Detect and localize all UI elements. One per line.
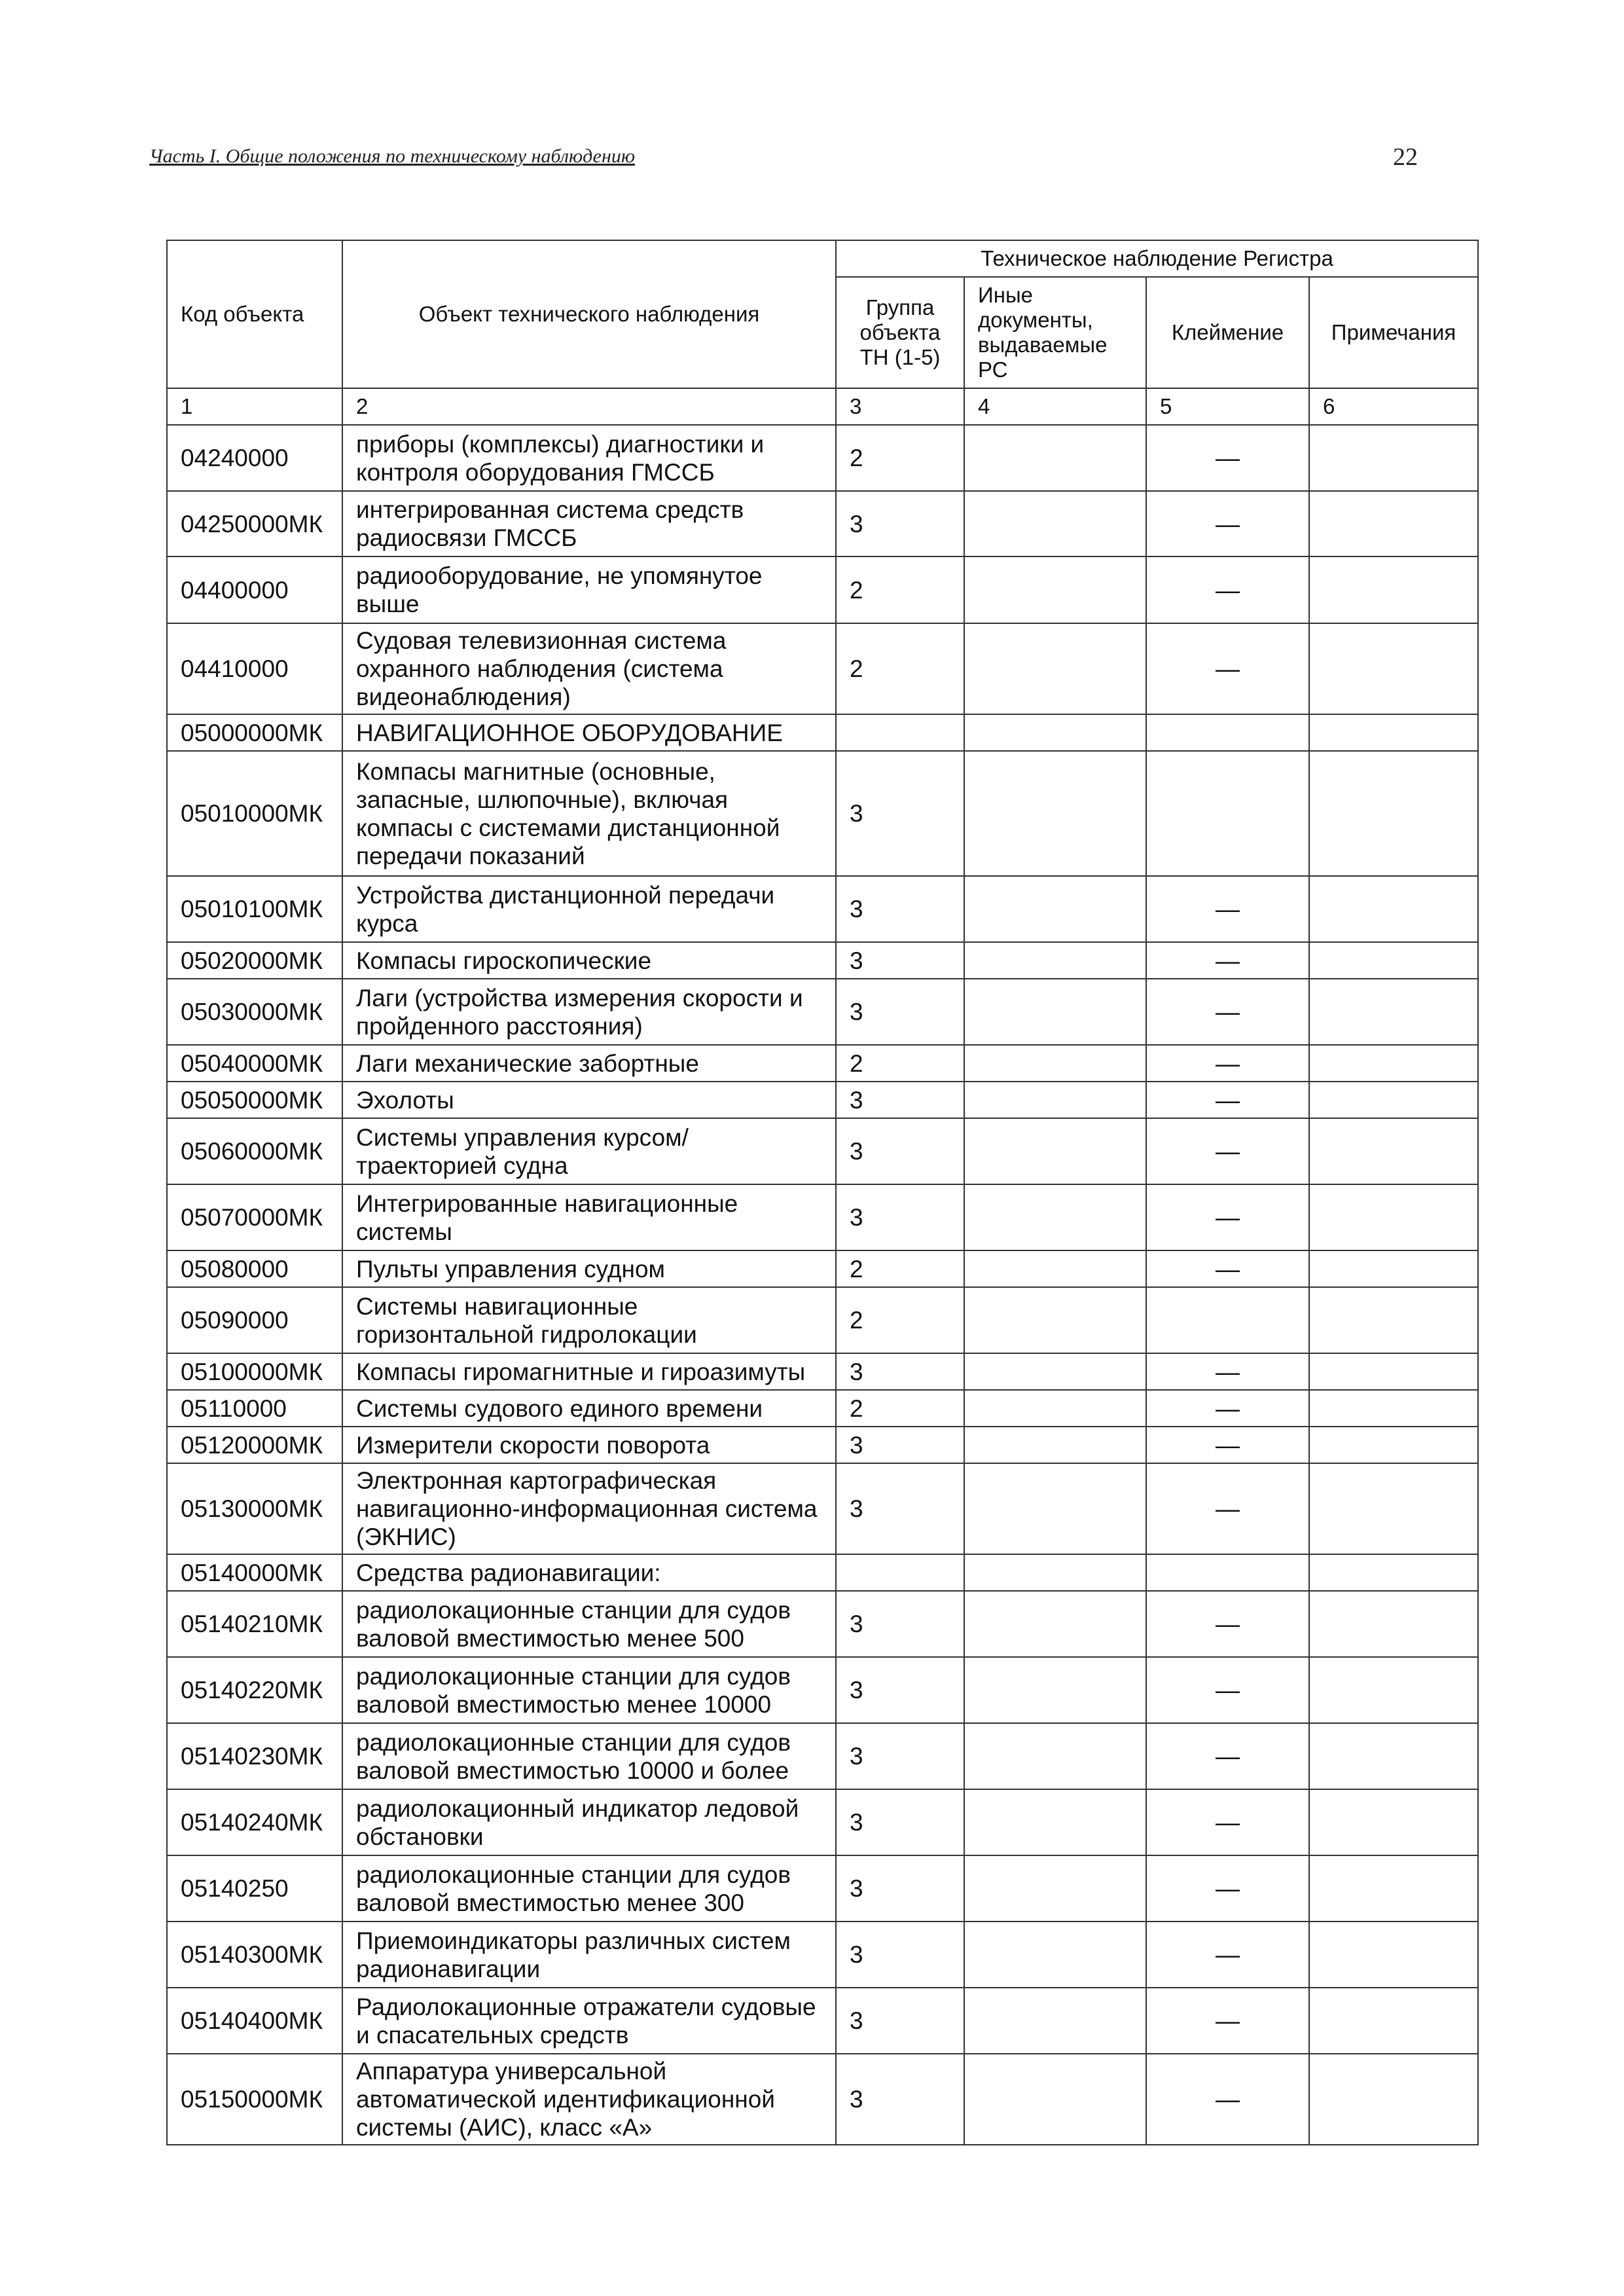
stamping-cell: — (1146, 979, 1309, 1045)
stamping-cell: — (1146, 1723, 1309, 1789)
stamping-cell: — (1146, 556, 1309, 623)
other-documents-cell (964, 425, 1146, 491)
column-number: 5 (1146, 388, 1309, 425)
table-row (167, 1723, 1478, 1789)
stamping-cell: — (1146, 1922, 1309, 1988)
object-code-cell: 05010000МК (167, 751, 342, 876)
table-row (167, 1922, 1478, 1988)
object-name-cell: приборы (комплексы) диагностики и контроля оборудования ГМССБ (342, 425, 836, 491)
other-documents-cell (964, 1353, 1146, 1390)
object-code-cell: 04240000 (167, 425, 342, 491)
object-code-cell: 05020000МК (167, 942, 342, 979)
table-row (167, 556, 1478, 623)
survey-group-cell: 2 (836, 1287, 964, 1353)
notes-cell (1309, 942, 1478, 979)
survey-group-cell: 3 (836, 491, 964, 556)
table-row (167, 1789, 1478, 1855)
other-documents-cell (964, 623, 1146, 714)
notes-cell (1309, 556, 1478, 623)
object-code-cell: 05000000МК (167, 714, 342, 751)
survey-group-cell: 3 (836, 751, 964, 876)
object-name-cell: радиолокационные станции для судов валовой вместимостью менее 300 (342, 1855, 836, 1922)
object-code-cell: 04400000 (167, 556, 342, 623)
stamping-cell: — (1146, 1988, 1309, 2054)
survey-group-cell: 3 (836, 1427, 964, 1463)
notes-cell (1309, 425, 1478, 491)
object-code-cell: 05040000МК (167, 1045, 342, 1082)
stamping-cell: — (1146, 1390, 1309, 1427)
table-row (167, 2054, 1478, 2145)
notes-cell (1309, 1184, 1478, 1250)
object-code-cell: 05140250 (167, 1855, 342, 1922)
other-documents-cell (964, 1082, 1146, 1118)
notes-cell (1309, 751, 1478, 876)
header-other-documents: Иные документы, выдаваемые РС (964, 277, 1146, 388)
other-documents-cell (964, 1250, 1146, 1287)
object-code-cell: 05060000МК (167, 1118, 342, 1184)
object-name-cell: Измерители скорости поворота (342, 1427, 836, 1463)
stamping-cell: — (1146, 1353, 1309, 1390)
notes-cell (1309, 1554, 1478, 1591)
stamping-cell: — (1146, 491, 1309, 556)
stamping-cell: — (1146, 1657, 1309, 1723)
table-row (167, 491, 1478, 556)
object-name-cell: радиооборудование, не упомянутое выше (342, 556, 836, 623)
table-row (167, 425, 1478, 491)
other-documents-cell (964, 1390, 1146, 1427)
table-row (167, 1184, 1478, 1250)
notes-cell (1309, 2054, 1478, 2145)
other-documents-cell (964, 1427, 1146, 1463)
object-code-cell: 05080000 (167, 1250, 342, 1287)
notes-cell (1309, 979, 1478, 1045)
object-name-cell: Пульты управления судном (342, 1250, 836, 1287)
table-row (167, 1988, 1478, 2054)
object-name-cell: Компасы магнитные (основные, запасные, шлюпочные), включая компасы с системами дистанционной передачи показаний (342, 751, 836, 876)
stamping-cell: — (1146, 1082, 1309, 1118)
notes-cell (1309, 1390, 1478, 1427)
object-name-cell: Компасы гироскопические (342, 942, 836, 979)
stamping-cell (1146, 714, 1309, 751)
header-register-survey: Техническое наблюдение Регистра (836, 240, 1478, 277)
object-name-cell: радиолокационный индикатор ледовой обстановки (342, 1789, 836, 1855)
column-number: 3 (836, 388, 964, 425)
table-row (167, 751, 1478, 876)
other-documents-cell (964, 1723, 1146, 1789)
other-documents-cell (964, 1855, 1146, 1922)
object-name-cell: радиолокационные станции для судов валовой вместимостью менее 500 (342, 1591, 836, 1657)
object-code-cell: 05030000МК (167, 979, 342, 1045)
survey-group-cell: 3 (836, 1353, 964, 1390)
table-row (167, 1250, 1478, 1287)
stamping-cell: — (1146, 425, 1309, 491)
survey-group-cell: 2 (836, 1390, 964, 1427)
stamping-cell: — (1146, 2054, 1309, 2145)
other-documents-cell (964, 491, 1146, 556)
object-code-cell: 04250000МК (167, 491, 342, 556)
survey-group-cell: 3 (836, 1591, 964, 1657)
table-row (167, 714, 1478, 751)
object-name-cell: Системы судового единого времени (342, 1390, 836, 1427)
survey-group-cell: 3 (836, 2054, 964, 2145)
object-name-cell: радиолокационные станции для судов валовой вместимостью 10000 и более (342, 1723, 836, 1789)
survey-group-cell: 3 (836, 942, 964, 979)
table-row (167, 1427, 1478, 1463)
other-documents-cell (964, 942, 1146, 979)
object-name-cell: Средства радионавигации: (342, 1554, 836, 1591)
other-documents-cell (964, 1591, 1146, 1657)
stamping-cell: — (1146, 1118, 1309, 1184)
column-number: 1 (167, 388, 342, 425)
survey-group-cell: 2 (836, 1045, 964, 1082)
notes-cell (1309, 1353, 1478, 1390)
survey-group-cell: 3 (836, 1463, 964, 1554)
header-object-code: Код объекта (167, 240, 342, 388)
object-code-cell: 05140210МК (167, 1591, 342, 1657)
object-code-cell: 05110000 (167, 1390, 342, 1427)
stamping-cell: — (1146, 942, 1309, 979)
table-row (167, 623, 1478, 714)
notes-cell (1309, 714, 1478, 751)
stamping-cell: — (1146, 1463, 1309, 1554)
object-name-cell: Устройства дистанционной передачи курса (342, 876, 836, 942)
other-documents-cell (964, 1922, 1146, 1988)
header-survey-group: Группа объекта ТН (1-5) (836, 277, 964, 388)
column-number: 4 (964, 388, 1146, 425)
stamping-cell: — (1146, 1855, 1309, 1922)
table-row (167, 1554, 1478, 1591)
table-row (167, 1390, 1478, 1427)
table-row (167, 1657, 1478, 1723)
object-code-cell: 05090000 (167, 1287, 342, 1353)
survey-group-cell: 2 (836, 623, 964, 714)
table-row (167, 942, 1478, 979)
survey-group-cell (836, 714, 964, 751)
notes-cell (1309, 1657, 1478, 1723)
notes-cell (1309, 1988, 1478, 2054)
object-name-cell: Радиолокационные отражатели судовые и спасательных средств (342, 1988, 836, 2054)
survey-group-cell: 2 (836, 425, 964, 491)
table-row (167, 1287, 1478, 1353)
survey-group-cell: 3 (836, 1789, 964, 1855)
survey-group-cell: 2 (836, 1250, 964, 1287)
header-notes: Примечания (1309, 277, 1478, 388)
object-name-cell: Судовая телевизионная система охранного наблюдения (система видеонаблюдения) (342, 623, 836, 714)
notes-cell (1309, 1250, 1478, 1287)
object-name-cell: Системы управления курсом/траекторией судна (342, 1118, 836, 1184)
running-head: Часть I. Общие положения по техническому наблюдению (149, 145, 636, 167)
table-row (167, 1045, 1478, 1082)
object-code-cell: 05140400МК (167, 1988, 342, 2054)
object-code-cell: 05140220МК (167, 1657, 342, 1723)
other-documents-cell (964, 1657, 1146, 1723)
object-code-cell: 05140000МК (167, 1554, 342, 1591)
other-documents-cell (964, 751, 1146, 876)
object-code-cell: 05070000МК (167, 1184, 342, 1250)
equipment-table (166, 240, 1479, 2145)
object-name-cell: Лаги механические забортные (342, 1045, 836, 1082)
object-name-cell: радиолокационные станции для судов валовой вместимостью менее 10000 (342, 1657, 836, 1723)
other-documents-cell (964, 876, 1146, 942)
survey-group-cell: 3 (836, 1723, 964, 1789)
object-code-cell: 05130000МК (167, 1463, 342, 1554)
page-number: 22 (1393, 143, 1418, 171)
stamping-cell (1146, 1554, 1309, 1591)
table-row (167, 1591, 1478, 1657)
object-name-cell: Интегрированные навигационные системы (342, 1184, 836, 1250)
object-code-cell: 05010100МК (167, 876, 342, 942)
other-documents-cell (964, 1045, 1146, 1082)
column-number: 6 (1309, 388, 1478, 425)
object-code-cell: 05050000МК (167, 1082, 342, 1118)
stamping-cell: — (1146, 1591, 1309, 1657)
notes-cell (1309, 1922, 1478, 1988)
stamping-cell (1146, 751, 1309, 876)
notes-cell (1309, 876, 1478, 942)
table-row (167, 1855, 1478, 1922)
object-name-cell: Эхолоты (342, 1082, 836, 1118)
other-documents-cell (964, 1988, 1146, 2054)
stamping-cell: — (1146, 1250, 1309, 1287)
object-code-cell: 05120000МК (167, 1427, 342, 1463)
stamping-cell: — (1146, 1427, 1309, 1463)
other-documents-cell (964, 714, 1146, 751)
object-name-cell: Электронная картографическая навигационно-информационная система (ЭКНИС) (342, 1463, 836, 1554)
table-row (167, 876, 1478, 942)
survey-group-cell: 3 (836, 1082, 964, 1118)
object-code-cell: 05150000МК (167, 2054, 342, 2145)
notes-cell (1309, 1118, 1478, 1184)
notes-cell (1309, 1427, 1478, 1463)
object-name-cell: Приемоиндикаторы различных систем радионавигации (342, 1922, 836, 1988)
stamping-cell: — (1146, 1184, 1309, 1250)
column-number: 2 (342, 388, 836, 425)
table-row (167, 1463, 1478, 1554)
survey-group-cell: 2 (836, 556, 964, 623)
notes-cell (1309, 1287, 1478, 1353)
table-body (167, 425, 1478, 2145)
notes-cell (1309, 1082, 1478, 1118)
object-code-cell: 05140230МК (167, 1723, 342, 1789)
survey-group-cell: 3 (836, 1988, 964, 2054)
notes-cell (1309, 1789, 1478, 1855)
header-object-name: Объект технического наблюдения (342, 240, 836, 388)
notes-cell (1309, 1463, 1478, 1554)
survey-group-cell: 3 (836, 1118, 964, 1184)
other-documents-cell (964, 1463, 1146, 1554)
survey-group-cell: 3 (836, 1855, 964, 1922)
other-documents-cell (964, 979, 1146, 1045)
survey-group-cell: 3 (836, 1184, 964, 1250)
object-name-cell: Компасы гиромагнитные и гироазимуты (342, 1353, 836, 1390)
other-documents-cell (964, 1789, 1146, 1855)
object-name-cell: НАВИГАЦИОННОЕ ОБОРУДОВАНИЕ (342, 714, 836, 751)
object-name-cell: Лаги (устройства измерения скорости и пройденного расстояния) (342, 979, 836, 1045)
survey-group-cell: 3 (836, 876, 964, 942)
stamping-cell: — (1146, 623, 1309, 714)
survey-group-cell: 3 (836, 979, 964, 1045)
table-row (167, 1082, 1478, 1118)
other-documents-cell (964, 1118, 1146, 1184)
object-name-cell: Аппаратура универсальной автоматической идентификационной системы (АИС), класс «А» (342, 2054, 836, 2145)
stamping-cell: — (1146, 1045, 1309, 1082)
notes-cell (1309, 1855, 1478, 1922)
notes-cell (1309, 1045, 1478, 1082)
table-row (167, 1118, 1478, 1184)
header-stamping: Клеймение (1146, 277, 1309, 388)
other-documents-cell (964, 1184, 1146, 1250)
object-name-cell: интегрированная система средств радиосвязи ГМССБ (342, 491, 836, 556)
notes-cell (1309, 1723, 1478, 1789)
object-code-cell: 05140240МК (167, 1789, 342, 1855)
object-code-cell: 05140300МК (167, 1922, 342, 1988)
object-code-cell: 04410000 (167, 623, 342, 714)
survey-group-cell: 3 (836, 1657, 964, 1723)
notes-cell (1309, 1591, 1478, 1657)
table-row (167, 979, 1478, 1045)
other-documents-cell (964, 1554, 1146, 1591)
stamping-cell (1146, 1287, 1309, 1353)
stamping-cell: — (1146, 1789, 1309, 1855)
survey-group-cell: 3 (836, 1922, 964, 1988)
other-documents-cell (964, 1287, 1146, 1353)
notes-cell (1309, 491, 1478, 556)
object-name-cell: Системы навигационные горизонтальной гидролокации (342, 1287, 836, 1353)
survey-group-cell (836, 1554, 964, 1591)
table-row (167, 1353, 1478, 1390)
notes-cell (1309, 623, 1478, 714)
other-documents-cell (964, 2054, 1146, 2145)
other-documents-cell (964, 556, 1146, 623)
object-code-cell: 05100000МК (167, 1353, 342, 1390)
stamping-cell: — (1146, 876, 1309, 942)
